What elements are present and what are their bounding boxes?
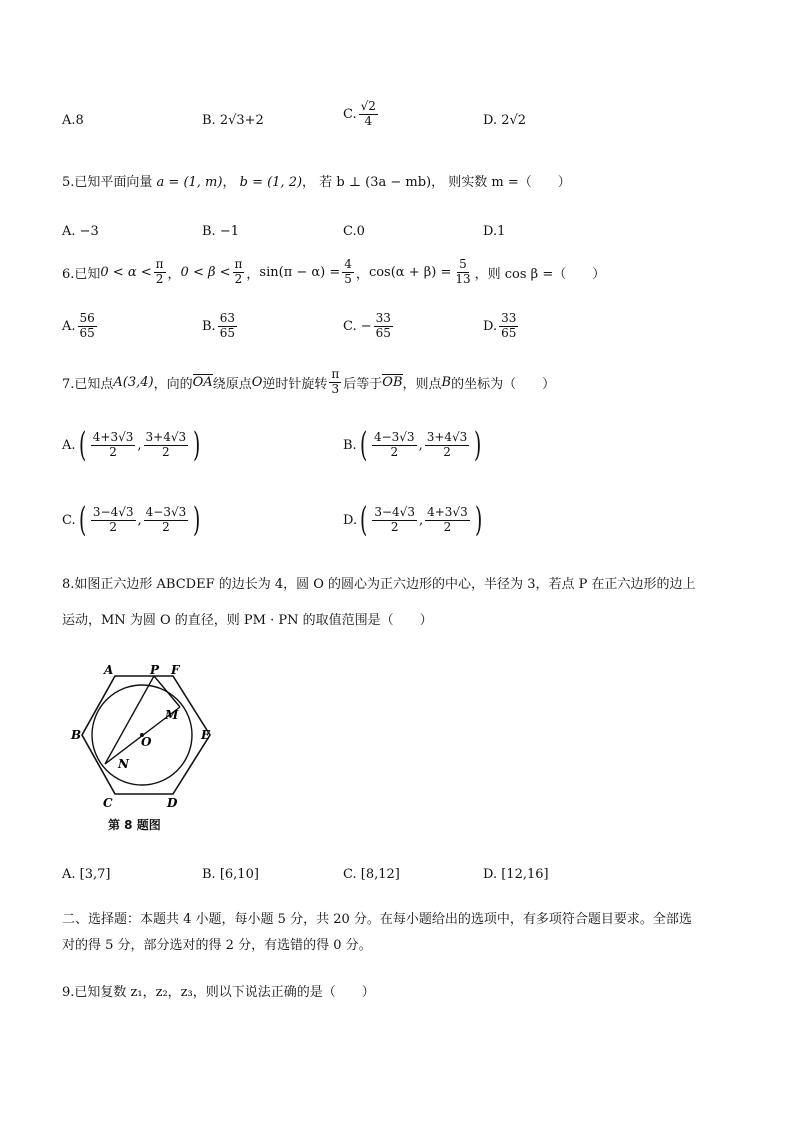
q4-option-b-expr: 2√3+2 [219,113,264,128]
q4-option-b-label: B. [202,113,216,128]
q6-option-a-den: 65 [79,325,95,340]
q7-vector-oa: OA [192,375,213,391]
q6-option-d-fraction [499,312,518,341]
q7-option-a-y-num: 3+4√3 [145,429,187,444]
q6-option-c-den: 65 [375,325,391,340]
q7-option-a: A. ( $\frac{4+3√3}{2}$ , $\frac{3+4√3}{2}$ ) [62,425,201,465]
q6-option-d-num: 33 [501,311,517,325]
q8-option-b: B. [6,10] [202,867,259,882]
q5-condition: 若 b ⊥ (3a − mb) [319,175,432,190]
q6-beta-bound [233,258,245,287]
label-b: B [71,728,82,742]
question-6: 6.已知 0 < α < $\frac{\pi}{2}$ ， 0 < β < $\frac{\pi}{2}$ ， sin(π − α) = $\frac{4}{5}$ ， cos(α + β) = $\frac{5}{13}$ ， 则 cos β =（ ） [62,257,606,286]
label-n: N [118,757,129,771]
q6-option-b-den: 65 [219,325,235,340]
q6-option-b-num: 63 [219,311,235,325]
section-2-line-2: 对的得 5 分，部分选对的得 2 分，有选错的得 0 分。 [62,938,372,953]
q7-option-a-y [144,431,189,460]
q8-option-a: A. [3,7] [62,867,111,882]
label-p: P [150,663,160,677]
q8-figure [70,662,220,812]
q6-option-c-fraction [374,312,393,341]
question-7 [62,368,555,397]
q4-option-a: A.8 [62,113,84,128]
q6-alpha-bound [154,258,166,287]
q6-alpha-range: 0 < α < [100,264,152,280]
q5-vector-b: b = (1, 2) [239,175,303,190]
q7-option-b-label: B. [343,437,357,453]
q6-option-b [202,312,239,341]
q6-beta-bound-den: 2 [234,271,243,286]
q6-cos-value [453,258,472,287]
q7-option-c-x-num: 3−4√3 [92,504,134,519]
label-a: A [104,663,114,677]
q5-option-d: D.1 [483,224,506,239]
q7-angle-num: π [331,367,340,381]
q7-angle [329,368,341,397]
q6-sin-den: 5 [344,271,352,286]
q7-origin: O [251,374,263,390]
q6-option-c [343,312,395,341]
q4-option-d-label: D. [483,113,498,128]
q7-option-c-y-num: 4−3√3 [145,504,187,519]
q7-point-b: B [441,374,452,390]
q7-option-c-y [144,506,189,535]
q5-option-a: A. −3 [62,224,99,239]
q7-option-d-x-num: 3−4√3 [374,504,415,519]
q6-option-c-num: 33 [375,311,391,325]
q7-option-b-y-den: 2 [443,444,451,459]
q7-option-a-label: A. [62,437,76,453]
q4-option-b [202,114,264,127]
question-9: 9.已知复数 z₁，z₂，z₃，则以下说法正确的是（ ） [62,985,375,1000]
q6-option-b-fraction [218,312,237,341]
q4-option-c-label: C. [343,106,357,122]
q7-option-d-x-den: 2 [390,519,399,534]
q6-prefix: 6.已知 [62,266,101,282]
q7-option-c-x [91,506,136,535]
q7-text-5: 后等于 [343,376,383,392]
q7-option-b-left-paren: ( [359,425,367,465]
label-m: M [165,708,179,722]
q7-angle-den: 3 [331,381,340,396]
question-5: 5.已知平面向量 a = (1, m)， b = (1, 2)， 若 b ⊥ (3a − mb)， 则实数 m =（ ） [62,175,571,190]
q7-option-d-y [425,506,470,535]
label-f: F [171,663,180,677]
q7-option-b-y-num: 3+4√3 [426,429,468,444]
label-d: D [167,796,178,810]
q7-option-d-y-num: 4+3√3 [427,504,468,519]
q7-option-a-x [91,431,136,460]
q6-beta-bound-num: π [234,257,243,271]
q7-text-6: ，则点 [402,376,442,392]
q7-option-d-label: D. [343,512,358,528]
q4-option-d [483,114,526,127]
q4-option-c-fraction [359,100,378,129]
q7-option-c-y-den: 2 [162,519,170,534]
q6-option-d-label: D. [483,318,498,334]
q6-option-a-fraction [78,312,97,341]
q8-line-2: 运动，MN 为圆 O 的直径，则 PM · PN 的取值范围是（ ） [62,613,433,628]
label-e: E [201,728,211,742]
q6-beta-range: 0 < β < [180,264,231,280]
q4-option-d-expr: 2√2 [501,113,527,128]
q6-option-c-label: C. − [343,318,372,334]
q7-vector-ob: OB [382,375,403,391]
label-c: C [103,796,113,810]
q4-option-c [343,100,380,129]
q7-option-d: D. ( $\frac{3-4√3}{2}$ , $\frac{4+3√3}{2}$ ) [343,500,482,540]
q7-option-c-label: C. [62,512,76,528]
q6-option-a-label: A. [62,318,76,334]
q5-option-c: C.0 [343,224,365,239]
q8-figure-caption: 第 8 题图 [108,818,161,832]
q6-cos: cos(α + β) = [368,264,452,280]
q7-option-c: C. ( $\frac{3-4√3}{2}$ , $\frac{4-3√3}{2}$ ) [62,500,201,540]
q7-option-b-x [372,431,417,460]
q6-sin: sin(π − α) = [259,264,341,280]
q6-cos-num: 5 [459,257,467,271]
q5-text-start: 5.已知平面向量 [62,175,153,190]
q7-point-a: A(3,4) [113,374,154,390]
q7-option-b-x-den: 2 [390,444,399,459]
q7-option-b-y [425,431,470,460]
q7-text-2: ，向的 [153,376,193,392]
q7-option-d-x [372,506,417,535]
q7-option-c-right-paren: ) [193,500,201,540]
q6-option-d [483,312,520,341]
q6-tail: 则 cos β =（ ） [487,266,606,282]
q6-sin-value [342,258,354,287]
q7-text-1: 7.已知点 [62,376,114,392]
q4-option-c-numerator: √2 [360,99,376,113]
q6-option-d-den: 65 [501,325,517,340]
q6-cos-den: 13 [455,271,471,286]
q7-option-b-x-num: 4−3√3 [373,429,415,444]
q6-sin-num: 4 [344,257,352,271]
q7-text-4: 逆时针旋转 [262,376,328,392]
q8-option-d: D. [12,16] [483,867,549,882]
label-o: O [141,735,152,749]
q6-alpha-bound-num: π [155,257,164,271]
q7-option-d-y-den: 2 [443,519,452,534]
q7-option-d-right-paren: ) [474,500,482,540]
section-2-line-1: 二、选择题：本题共 4 小题，每小题 5 分，共 20 分。在每小题给出的选项中，有多项符合题目要求。全部选 [62,912,692,927]
q7-option-d-left-paren: ( [360,500,368,540]
q5-vector-a: a = (1, m) [156,175,223,190]
q7-option-b-right-paren: ) [474,425,482,465]
q7-option-a-right-paren: ) [193,425,201,465]
q4-option-c-denominator: 4 [364,113,373,128]
q7-option-a-y-den: 2 [162,444,170,459]
q7-option-a-x-den: 2 [109,444,117,459]
q5-option-b: B. −1 [202,224,239,239]
q5-text-end: 则实数 m =（ ） [448,175,571,190]
q7-option-c-left-paren: ( [78,500,86,540]
q7-option-a-x-num: 4+3√3 [92,429,134,444]
q7-option-b: B. ( $\frac{4-3√3}{2}$ , $\frac{3+4√3}{2}$ ) [343,425,482,465]
q7-text-7: 的坐标为（ ） [451,376,556,392]
q6-option-a [62,312,99,341]
segment-pn [105,676,154,764]
q7-option-c-x-den: 2 [109,519,118,534]
q6-option-a-num: 56 [79,311,95,325]
q8-option-c: C. [8,12] [343,867,400,882]
q7-text-3: 绕原点 [212,376,252,392]
q6-option-b-label: B. [202,318,216,334]
q8-line-1: 8.如图正六边形 ABCDEF 的边长为 4，圆 O 的圆心为正六边形的中心，半径为 3，若点 P 在正六边形的边上 [62,577,696,592]
q6-alpha-bound-den: 2 [155,271,164,286]
q7-option-a-left-paren: ( [78,425,86,465]
